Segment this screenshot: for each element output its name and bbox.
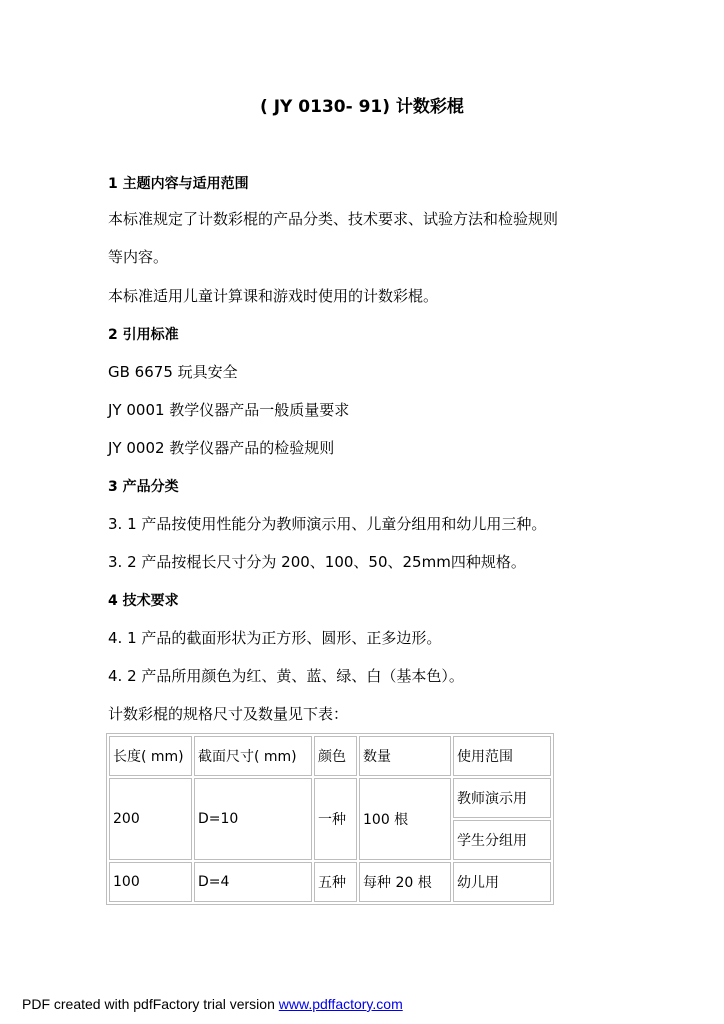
footer-link[interactable]: www.pdffactory.com — [278, 996, 403, 1012]
table-intro: 计数彩棍的规格尺寸及数量见下表： — [108, 705, 349, 723]
footer-text: PDF created with pdfFactory trial version — [22, 996, 279, 1012]
clause-4-2: 4. 2 产品所用颜色为红、黄、蓝、绿、白（基本色）。 — [108, 667, 464, 685]
table-header-row — [109, 736, 551, 776]
header-color: 颜色 — [314, 736, 357, 776]
cell-quantity: 每种 20 根 — [359, 862, 451, 902]
spec-table — [106, 733, 554, 905]
clause-4-1: 4. 1 产品的截面形状为正方形、圆形、正多边形。 — [108, 629, 442, 647]
clause-3-2: 3. 2 产品按棍长尺寸分为 200、100、50、25mm四种规格。 — [108, 553, 526, 571]
cell-usage: 幼儿用 — [453, 862, 551, 902]
header-usage: 使用范围 — [453, 736, 551, 776]
cell-color: 一种 — [314, 778, 357, 860]
section-2-heading: 2 引用标准 — [108, 327, 179, 343]
table-row — [109, 862, 551, 902]
header-length: 长度( mm) — [109, 736, 192, 776]
page-title: ( JY 0130- 91) 计数彩棍 — [260, 97, 464, 117]
section-1-paragraph-1-line-1: 本标准规定了计数彩棍的产品分类、技术要求、试验方法和检验规则 — [108, 210, 559, 228]
section-1-paragraph-2: 本标准适用儿童计算课和游戏时使用的计数彩棍。 — [108, 287, 439, 305]
cell-length: 100 — [109, 862, 192, 902]
cell-quantity: 100 根 — [359, 778, 451, 860]
cell-length: 200 — [109, 778, 192, 860]
clause-3-1: 3. 1 产品按使用性能分为教师演示用、儿童分组用和幼儿用三种。 — [108, 515, 547, 533]
cell-usage: 教师演示用 — [453, 778, 551, 818]
header-section-size: 截面尺寸( mm) — [194, 736, 312, 776]
cell-section: D=10 — [194, 778, 312, 860]
section-4-heading: 4 技术要求 — [108, 593, 179, 609]
reference-jy-0002: JY 0002 教学仪器产品的检验规则 — [108, 439, 335, 457]
section-1-heading: 1 主题内容与适用范围 — [108, 176, 249, 192]
cell-section: D=4 — [194, 862, 312, 902]
cell-color: 五种 — [314, 862, 357, 902]
cell-usage: 学生分组用 — [453, 820, 551, 860]
section-3-heading: 3 产品分类 — [108, 479, 179, 495]
reference-jy-0001: JY 0001 教学仪器产品一般质量要求 — [108, 401, 350, 419]
reference-gb-6675: GB 6675 玩具安全 — [108, 363, 238, 381]
pdf-footer — [22, 996, 403, 1012]
table-row — [109, 778, 551, 818]
header-quantity: 数量 — [359, 736, 451, 776]
section-1-paragraph-1-line-2: 等内容。 — [108, 248, 169, 266]
